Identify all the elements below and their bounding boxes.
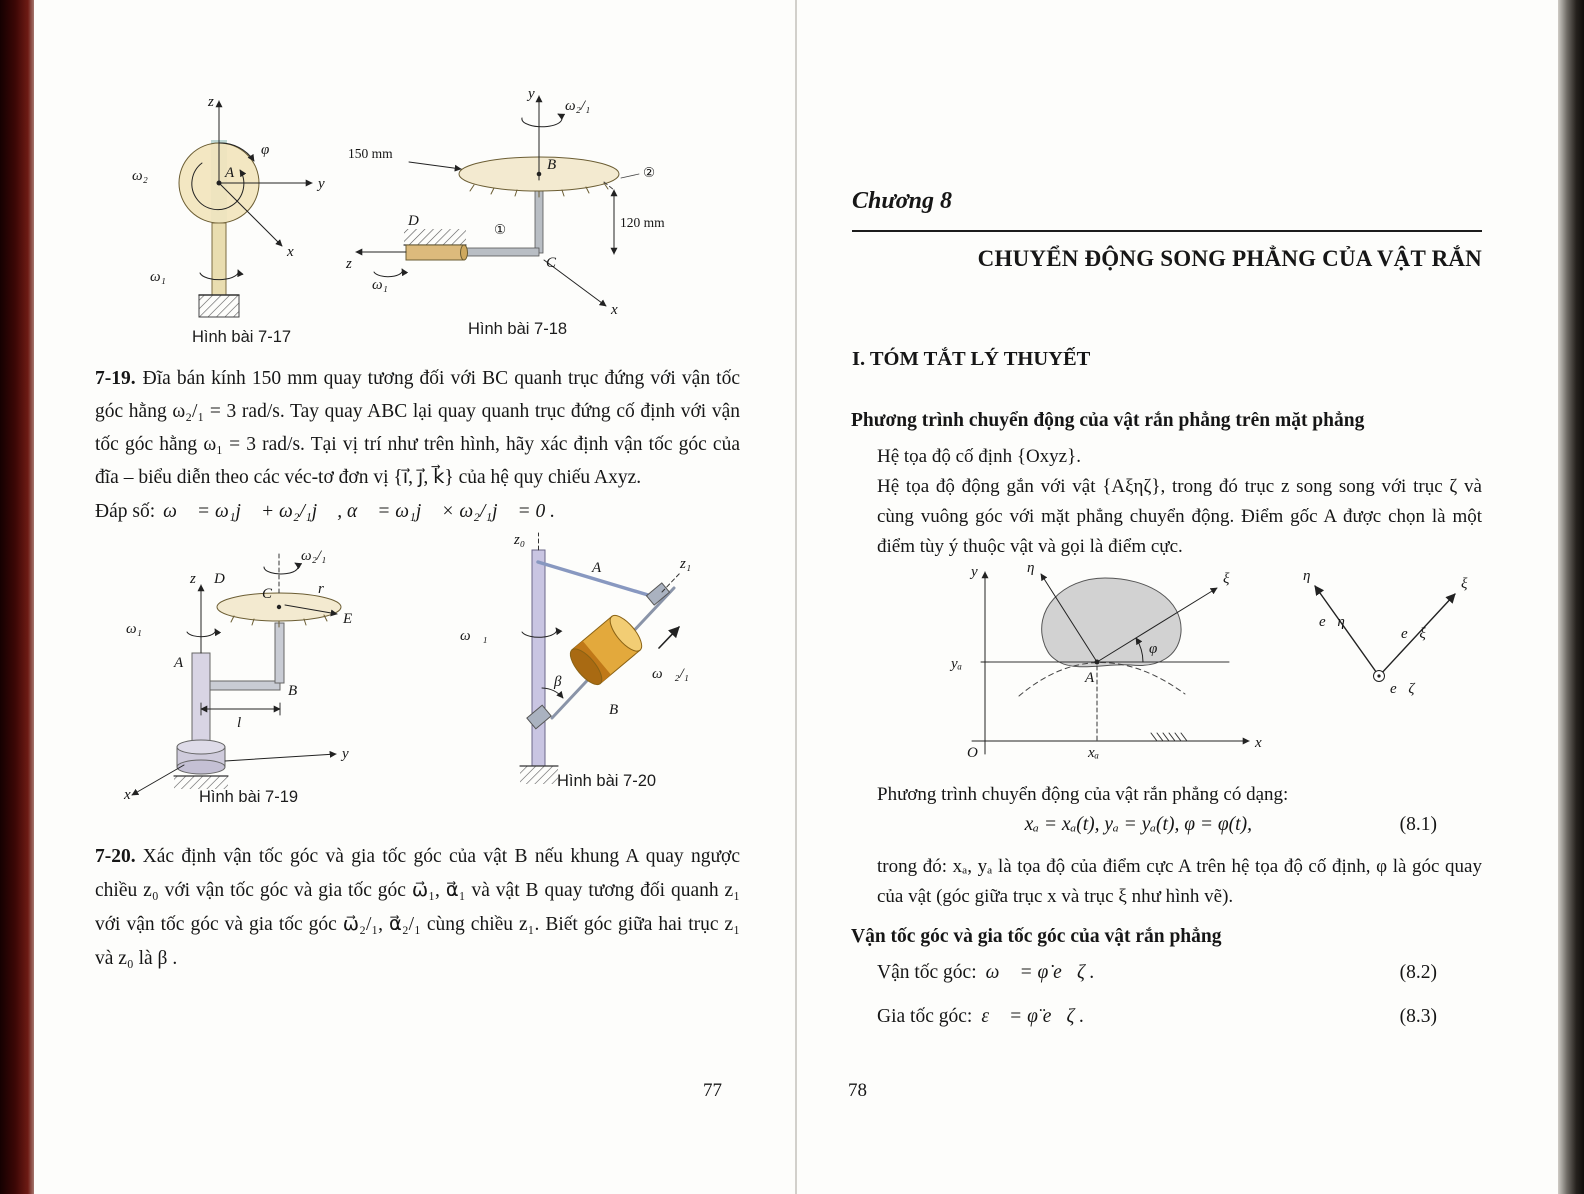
figure-7-20 — [434, 528, 699, 800]
f18-label-mark2: ② — [643, 165, 656, 180]
figure-7-17-caption: Hình bài 7-17 — [192, 328, 292, 346]
f17-label-x: x — [287, 244, 294, 260]
omega21-arrow — [659, 627, 679, 648]
f18-label-D: D — [408, 213, 419, 229]
gyroscope-assembly — [520, 550, 674, 784]
f20-label-z1: z₁ — [680, 556, 692, 572]
f8-label-A: A — [1085, 670, 1095, 686]
paragraph-4: trong đó: xₐ, yₐ là tọa độ của điểm cực A trên hệ tọa độ cố định, φ là góc quay của vật (góc giữa trục x và trục ξ như hình vẽ). — [877, 856, 1482, 907]
f20-label-omega21: ω⃗₂/₁ — [652, 666, 689, 682]
f19-label-B: B — [288, 683, 298, 699]
page-number-77: 77 — [703, 1080, 722, 1101]
equation-8-3-formula: ε⃗ = φ̈ e⃗ζ . — [981, 1006, 1085, 1027]
equation-8-2 — [877, 962, 1437, 984]
page-number-78: 78 — [848, 1080, 867, 1101]
f20-label-z0: z₀ — [514, 532, 526, 548]
f8-label-e-zeta: e⃗ζ — [1390, 681, 1415, 697]
figure-7-18 — [334, 82, 669, 317]
unit-vectors — [1315, 586, 1455, 682]
chapter-heading: Chương 8 — [852, 188, 952, 214]
e-eta-vector — [1315, 586, 1379, 676]
f19-label-omega21: ω₂/₁ — [301, 548, 327, 564]
f20-label-beta: β — [554, 674, 562, 690]
y-axis — [225, 754, 336, 761]
f8-label-xi2: ξ — [1461, 576, 1468, 592]
figure-7-18-caption: Hình bài 7-18 — [468, 320, 568, 338]
subheading-2: Vận tốc góc và gia tốc góc của vật rắn phẳng — [851, 926, 1222, 947]
f19-label-z: z — [190, 571, 196, 587]
crank-disk-assembly — [174, 593, 341, 789]
f19-label-C: C — [262, 586, 273, 602]
f8-label-eta2: η — [1303, 568, 1311, 584]
mark2-leader — [621, 174, 639, 178]
equation-8-2-formula: ω⃗ = φ̇ e⃗ζ . — [985, 962, 1095, 983]
f17-label-omega2: ω₂ — [132, 168, 148, 184]
disk-crank-assembly — [404, 157, 619, 260]
left-binding-strip — [0, 0, 34, 1194]
body-and-axes — [972, 572, 1249, 754]
equation-8-3-label: Gia tốc góc: — [877, 1006, 973, 1027]
f17-label-phi: φ — [261, 142, 270, 158]
problem-7-19 — [95, 362, 740, 528]
problem-7-20-number: 7-20. — [95, 846, 136, 867]
f19-label-r: r — [318, 581, 324, 597]
equation-8-1-number: (8.1) — [1399, 814, 1437, 835]
f17-label-omega1: ω₁ — [150, 269, 166, 285]
paragraph-2: Hệ tọa độ động gắn với vật {Aξηζ}, trong đó trục z song song với trục ζ và cùng vuông góc với mặt phẳng chuyển động. Điểm gốc A được chọn là một điểm tùy ý thuộc vật và gọi là điểm cực. — [877, 476, 1482, 557]
f8-label-xi: ξ — [1223, 571, 1230, 587]
f17-label-z: z — [208, 94, 214, 110]
f8-label-phi: φ — [1149, 641, 1158, 657]
omega1-arrow — [374, 269, 402, 277]
page-77 — [34, 0, 795, 1194]
f8-label-e-xi: e⃗ξ — [1401, 626, 1426, 642]
figure-plane-motion — [927, 558, 1507, 763]
f19-label-omega1: ω₁ — [126, 621, 142, 637]
answer-formula: ω⃗ = ω₁j⃗ + ω₂/₁j⃗ , α⃗ = ω₁j⃗ × ω₂/₁j⃗ = 0 . — [163, 501, 556, 522]
f8-label-eta: η — [1027, 560, 1035, 576]
right-edge-strip — [1558, 0, 1584, 1194]
f18-label-x: x — [611, 302, 618, 317]
section-heading: I. TÓM TẮT LÝ THUYẾT — [852, 348, 1091, 370]
f19-label-D: D — [214, 571, 225, 587]
f20-label-A: A — [592, 560, 602, 576]
figure-7-20-caption: Hình bài 7-20 — [557, 772, 657, 790]
paragraph-1: Hệ tọa độ cố định {Oxyz}. — [877, 446, 1081, 467]
equation-8-3-number: (8.3) — [1399, 1006, 1437, 1027]
f8-label-O: O — [967, 745, 978, 761]
equation-8-1-formula: xₐ = xₐ(t), yₐ = yₐ(t), φ = φ(t), — [1024, 814, 1252, 835]
f17-label-y: y — [318, 176, 325, 192]
f8-label-e-eta: e⃗η — [1319, 614, 1345, 630]
problem-7-19-body: Đĩa bán kính 150 mm quay tương đối với BC quanh trục đứng với vận tốc góc hằng ω₂/₁ = 3 rad/s. Tay quay ABC lại quay quanh trục đứng cố định với vận tốc góc hằng ω₁ = 3 rad/s. Tại vị trí như trên hình, hãy xác định vận tốc góc của đĩa – biểu diễn theo các véc-tơ đơn vị {i⃗, j⃗, k⃗} của hệ quy chiếu Axyz. — [95, 368, 740, 488]
f18-label-C: C — [546, 255, 557, 271]
f19-label-x: x — [124, 787, 131, 803]
f8-label-xA: xₐ — [1088, 745, 1100, 761]
f19-label-A: A — [174, 655, 184, 671]
equation-8-3 — [877, 1006, 1437, 1028]
answer-label: Đáp số: — [95, 501, 156, 522]
f18-label-mark1: ① — [494, 222, 507, 237]
equation-8-1 — [877, 814, 1437, 836]
trajectory-dashed — [1019, 662, 1185, 696]
dim150-arrow — [409, 162, 461, 169]
f18-label-omega21: ω₂/₁ — [565, 98, 591, 114]
page-78 — [797, 0, 1558, 1194]
omega21-arrow — [522, 114, 562, 127]
figure-7-19 — [104, 535, 354, 803]
f20-label-omega1: ω⃗₁ — [460, 628, 488, 644]
paragraph-3: Phương trình chuyển động của vật rắn phẳng có dạng: — [877, 784, 1289, 805]
f8-label-y: y — [971, 564, 978, 580]
f8-label-yA: yₐ — [951, 656, 963, 672]
equation-8-2-number: (8.2) — [1399, 962, 1437, 983]
f17-label-A: A — [225, 165, 235, 181]
problem-7-19-answer — [95, 495, 740, 528]
figure-7-17 — [114, 88, 339, 326]
f19-label-E: E — [343, 611, 353, 627]
problem-7-20 — [95, 840, 740, 976]
f18-label-z: z — [346, 256, 352, 272]
chapter-rule — [852, 230, 1482, 232]
figure-7-19-caption: Hình bài 7-19 — [199, 788, 299, 806]
f18-label-B: B — [547, 157, 557, 173]
f18-label-omega1: ω₁ — [372, 277, 388, 293]
f18-label-dim120: 120 mm — [620, 215, 665, 230]
omega21-arrow — [264, 563, 298, 574]
f19-label-l: l — [237, 715, 242, 731]
f18-label-dim150: 150 mm — [348, 146, 393, 161]
f19-label-y: y — [342, 746, 349, 762]
f8-label-x: x — [1255, 735, 1262, 751]
f20-label-B: B — [609, 702, 619, 718]
equation-8-2-label: Vận tốc góc: — [877, 962, 977, 983]
problem-7-19-number: 7-19. — [95, 368, 136, 389]
subheading-1: Phương trình chuyển động của vật rắn phẳng trên mặt phẳng — [851, 410, 1365, 431]
problem-7-20-body: Xác định vận tốc góc và gia tốc góc của vật B nếu khung A quay ngược chiều z₀ với vận tốc góc và gia tốc góc ω⃗₁, α⃗₁ và vật B quay tương đối quanh z₁ với vận tốc góc và gia tốc góc ω⃗₂/₁, α⃗₂/₁ cùng chiều z₁. Biết góc giữa hai trục z₁ và z₀ là β . — [95, 846, 740, 969]
chapter-title: CHUYỂN ĐỘNG SONG PHẲNG CỦA VẬT RẮN — [977, 246, 1482, 271]
f18-label-y: y — [528, 86, 535, 102]
